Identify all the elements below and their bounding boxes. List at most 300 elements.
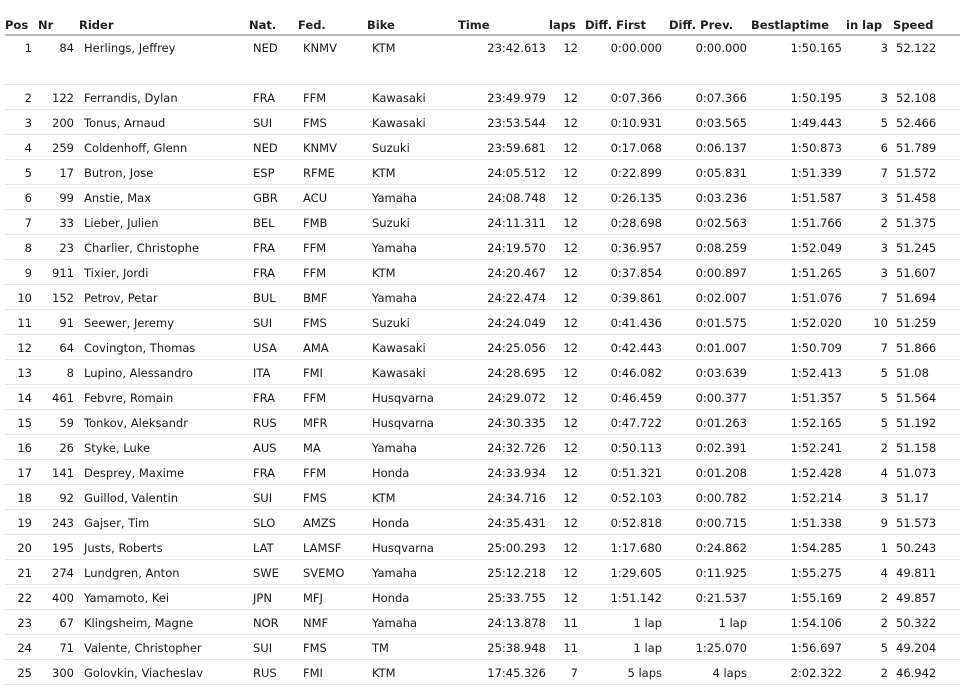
cell-diff-first: 0:41.436 <box>610 316 662 330</box>
table-row <box>0 410 965 435</box>
header-pos[interactable]: Pos <box>5 18 29 32</box>
table-row <box>0 85 965 110</box>
cell-speed: 52.122 <box>896 41 937 55</box>
cell-pos: 8 <box>24 241 32 255</box>
cell-fed: FMI <box>303 366 323 380</box>
cell-time: 23:53.544 <box>487 116 546 130</box>
cell-diff-prev: 0:24.862 <box>695 541 747 555</box>
cell-diff-prev: 0:00.000 <box>695 41 747 55</box>
cell-pos: 1 <box>24 41 32 55</box>
cell-rider: Lieber, Julien <box>84 216 159 230</box>
cell-diff-first: 0:36.957 <box>610 241 662 255</box>
cell-diff-first: 0:28.698 <box>610 216 662 230</box>
table-row <box>0 585 965 610</box>
table-row <box>0 235 965 260</box>
cell-diff-prev: 0:21.537 <box>695 591 747 605</box>
cell-diff-prev: 1 lap <box>718 616 747 630</box>
cell-laps: 12 <box>563 266 578 280</box>
cell-pos: 3 <box>24 116 32 130</box>
cell-best-lap: 1:56.697 <box>790 641 842 655</box>
cell-nat: NOR <box>253 616 279 630</box>
cell-pos: 11 <box>17 316 32 330</box>
cell-speed: 51.245 <box>896 241 937 255</box>
table-row <box>0 35 965 85</box>
header-time[interactable]: Time <box>458 18 490 32</box>
header-rider[interactable]: Rider <box>79 18 114 32</box>
cell-best-lap: 1:54.285 <box>790 541 842 555</box>
cell-nr: 71 <box>59 641 74 655</box>
cell-nat: SUI <box>253 116 273 130</box>
cell-nr: 461 <box>52 391 74 405</box>
cell-nat: FRA <box>253 241 276 255</box>
cell-speed: 51.073 <box>896 466 937 480</box>
cell-time: 24:13.878 <box>487 616 546 630</box>
cell-diff-first: 0:46.459 <box>610 391 662 405</box>
cell-rider: Tixier, Jordi <box>84 266 149 280</box>
cell-in-lap: 3 <box>880 41 888 55</box>
cell-diff-prev: 0:05.831 <box>695 166 747 180</box>
table-row <box>0 635 965 660</box>
table-header <box>0 0 965 34</box>
cell-nr: 243 <box>52 516 74 530</box>
cell-pos: 14 <box>17 391 32 405</box>
cell-nat: FRA <box>253 91 276 105</box>
cell-fed: FFM <box>303 241 327 255</box>
cell-in-lap: 5 <box>880 416 888 430</box>
cell-nat: RUS <box>253 416 277 430</box>
cell-in-lap: 5 <box>880 116 888 130</box>
header-fed[interactable]: Fed. <box>298 18 326 32</box>
cell-pos: 17 <box>17 466 32 480</box>
header-nr[interactable]: Nr <box>38 18 54 32</box>
cell-speed: 51.866 <box>896 341 937 355</box>
cell-time: 23:59.681 <box>487 141 546 155</box>
cell-fed: FFM <box>303 466 327 480</box>
cell-rider: Coldenhoff, Glenn <box>84 141 188 155</box>
cell-fed: NMF <box>303 616 329 630</box>
cell-in-lap: 3 <box>880 91 888 105</box>
cell-fed: FMS <box>303 491 327 505</box>
cell-speed: 51.458 <box>896 191 937 205</box>
cell-in-lap: 10 <box>873 316 888 330</box>
cell-nat: ITA <box>253 366 271 380</box>
cell-in-lap: 2 <box>880 441 888 455</box>
cell-best-lap: 1:51.265 <box>790 266 842 280</box>
cell-speed: 51.573 <box>896 516 937 530</box>
cell-pos: 5 <box>24 166 32 180</box>
cell-in-lap: 5 <box>880 391 888 405</box>
cell-diff-prev: 0:03.236 <box>695 191 747 205</box>
cell-nat: BUL <box>253 291 276 305</box>
cell-nat: BEL <box>253 216 275 230</box>
cell-diff-first: 0:26.135 <box>610 191 662 205</box>
cell-diff-first: 1:29.605 <box>610 566 662 580</box>
cell-laps: 12 <box>563 441 578 455</box>
cell-speed: 51.158 <box>896 441 937 455</box>
cell-rider: Yamamoto, Kei <box>84 591 170 605</box>
cell-bike: KTM <box>372 41 396 55</box>
cell-nr: 122 <box>52 91 74 105</box>
cell-diff-first: 0:10.931 <box>610 116 662 130</box>
cell-nat: LAT <box>253 541 274 555</box>
cell-diff-prev: 4 laps <box>712 666 747 680</box>
cell-laps: 12 <box>563 416 578 430</box>
cell-rider: Butron, Jose <box>84 166 154 180</box>
cell-bike: Kawasaki <box>372 366 426 380</box>
cell-rider: Klingsheim, Magne <box>84 616 194 630</box>
cell-speed: 51.694 <box>896 291 937 305</box>
table-row <box>0 310 965 335</box>
cell-speed: 51.375 <box>896 216 937 230</box>
cell-diff-first: 0:47.722 <box>610 416 662 430</box>
cell-bike: KTM <box>372 266 396 280</box>
cell-in-lap: 2 <box>880 591 888 605</box>
cell-rider: Golovkin, Viacheslav <box>84 666 204 680</box>
cell-rider: Anstie, Max <box>84 191 152 205</box>
cell-diff-first: 0:17.068 <box>610 141 662 155</box>
cell-time: 24:08.748 <box>487 191 546 205</box>
cell-diff-prev: 0:03.639 <box>695 366 747 380</box>
cell-diff-first: 0:00.000 <box>610 41 662 55</box>
cell-nat: GBR <box>253 191 278 205</box>
cell-in-lap: 3 <box>880 491 888 505</box>
cell-speed: 50.322 <box>896 616 937 630</box>
cell-nr: 8 <box>66 366 74 380</box>
cell-pos: 2 <box>24 91 32 105</box>
cell-in-lap: 2 <box>880 216 888 230</box>
cell-nr: 274 <box>52 566 74 580</box>
header-laps[interactable]: laps <box>549 18 576 32</box>
cell-pos: 20 <box>17 541 32 555</box>
cell-fed: MFJ <box>303 591 323 605</box>
cell-diff-first: 1 lap <box>633 616 662 630</box>
cell-fed: LAMSF <box>303 541 342 555</box>
cell-pos: 4 <box>24 141 32 155</box>
cell-nr: 64 <box>59 341 74 355</box>
cell-nr: 200 <box>52 116 74 130</box>
cell-time: 24:29.072 <box>487 391 546 405</box>
cell-diff-first: 0:51.321 <box>610 466 662 480</box>
cell-nr: 26 <box>59 441 74 455</box>
cell-diff-prev: 0:01.263 <box>695 416 747 430</box>
cell-laps: 12 <box>563 241 578 255</box>
cell-rider: Herlings, Jeffrey <box>84 41 176 55</box>
cell-nat: SUI <box>253 491 273 505</box>
cell-speed: 52.108 <box>896 91 937 105</box>
cell-nat: NED <box>253 41 278 55</box>
cell-diff-first: 1 lap <box>633 641 662 655</box>
cell-nr: 33 <box>59 216 74 230</box>
cell-rider: Tonkov, Aleksandr <box>84 416 188 430</box>
cell-time: 24:30.335 <box>487 416 546 430</box>
cell-bike: Suzuki <box>372 141 410 155</box>
cell-nr: 911 <box>52 266 74 280</box>
cell-fed: MA <box>303 441 321 455</box>
header-diff-first[interactable]: Diff. First <box>585 18 646 32</box>
table-row <box>0 210 965 235</box>
cell-pos: 21 <box>17 566 32 580</box>
cell-pos: 13 <box>17 366 32 380</box>
cell-bike: Kawasaki <box>372 91 426 105</box>
cell-laps: 12 <box>563 566 578 580</box>
cell-best-lap: 1:54.106 <box>790 616 842 630</box>
cell-bike: KTM <box>372 666 396 680</box>
cell-bike: Yamaha <box>372 566 418 580</box>
cell-bike: Suzuki <box>372 316 410 330</box>
cell-nat: FRA <box>253 266 276 280</box>
cell-time: 24:28.695 <box>487 366 546 380</box>
cell-speed: 49.204 <box>896 641 937 655</box>
cell-in-lap: 5 <box>880 641 888 655</box>
cell-fed: KNMV <box>303 41 337 55</box>
cell-time: 24:24.049 <box>487 316 546 330</box>
table-row <box>0 260 965 285</box>
cell-diff-first: 0:52.103 <box>610 491 662 505</box>
cell-rider: Desprey, Maxime <box>84 466 185 480</box>
header-diff-prev[interactable]: Diff. Prev. <box>669 18 734 32</box>
cell-fed: FMS <box>303 116 327 130</box>
cell-nr: 195 <box>52 541 74 555</box>
cell-nat: NED <box>253 141 278 155</box>
table-row <box>0 285 965 310</box>
table-row <box>0 160 965 185</box>
cell-nat: SWE <box>253 566 279 580</box>
cell-speed: 51.564 <box>896 391 937 405</box>
table-row <box>0 110 965 135</box>
table-row <box>0 135 965 160</box>
cell-nat: FRA <box>253 466 276 480</box>
cell-rider: Covington, Thomas <box>84 341 196 355</box>
table-row <box>0 185 965 210</box>
cell-laps: 12 <box>563 91 578 105</box>
table-row <box>0 560 965 585</box>
cell-time: 23:49.979 <box>487 91 546 105</box>
cell-fed: FFM <box>303 391 327 405</box>
cell-in-lap: 9 <box>880 516 888 530</box>
cell-diff-first: 1:17.680 <box>610 541 662 555</box>
cell-fed: FFM <box>303 266 327 280</box>
cell-laps: 12 <box>563 41 578 55</box>
cell-bike: Honda <box>372 591 410 605</box>
cell-diff-first: 0:22.899 <box>610 166 662 180</box>
cell-time: 24:19.570 <box>487 241 546 255</box>
cell-laps: 12 <box>563 116 578 130</box>
cell-best-lap: 1:52.428 <box>790 466 842 480</box>
cell-rider: Styke, Luke <box>84 441 151 455</box>
cell-rider: Justs, Roberts <box>84 541 163 555</box>
cell-nr: 300 <box>52 666 74 680</box>
cell-in-lap: 4 <box>880 566 888 580</box>
table-row <box>0 610 965 635</box>
cell-time: 17:45.326 <box>487 666 546 680</box>
cell-time: 24:33.934 <box>487 466 546 480</box>
cell-speed: 50.243 <box>896 541 937 555</box>
cell-speed: 51.607 <box>896 266 937 280</box>
cell-nr: 67 <box>59 616 74 630</box>
cell-nr: 259 <box>52 141 74 155</box>
cell-pos: 16 <box>17 441 32 455</box>
cell-bike: Yamaha <box>372 241 418 255</box>
cell-diff-first: 0:52.818 <box>610 516 662 530</box>
cell-bike: Yamaha <box>372 441 418 455</box>
cell-pos: 12 <box>17 341 32 355</box>
cell-diff-prev: 0:07.366 <box>695 91 747 105</box>
table-row <box>0 535 965 560</box>
cell-diff-prev: 0:02.563 <box>695 216 747 230</box>
cell-laps: 12 <box>563 166 578 180</box>
cell-diff-first: 0:46.082 <box>610 366 662 380</box>
cell-laps: 12 <box>563 366 578 380</box>
cell-rider: Febvre, Romain <box>84 391 174 405</box>
cell-time: 24:20.467 <box>487 266 546 280</box>
cell-fed: AMA <box>303 341 329 355</box>
cell-rider: Lundgren, Anton <box>84 566 180 580</box>
cell-nr: 141 <box>52 466 74 480</box>
cell-in-lap: 3 <box>880 266 888 280</box>
cell-laps: 11 <box>563 616 578 630</box>
cell-laps: 12 <box>563 391 578 405</box>
cell-time: 24:05.512 <box>487 166 546 180</box>
cell-in-lap: 3 <box>880 191 888 205</box>
cell-best-lap: 1:52.165 <box>790 416 842 430</box>
cell-rider: Lupino, Alessandro <box>84 366 193 380</box>
cell-bike: KTM <box>372 166 396 180</box>
cell-bike: Yamaha <box>372 191 418 205</box>
cell-pos: 19 <box>17 516 32 530</box>
cell-diff-first: 0:42.443 <box>610 341 662 355</box>
cell-laps: 12 <box>563 591 578 605</box>
cell-speed: 52.466 <box>896 116 937 130</box>
cell-diff-prev: 0:03.565 <box>695 116 747 130</box>
cell-rider: Guillod, Valentin <box>84 491 179 505</box>
cell-time: 24:11.311 <box>487 216 546 230</box>
cell-nat: FRA <box>253 391 276 405</box>
cell-fed: FMS <box>303 316 327 330</box>
cell-best-lap: 1:51.587 <box>790 191 842 205</box>
cell-best-lap: 1:50.165 <box>790 41 842 55</box>
cell-rider: Tonus, Arnaud <box>84 116 166 130</box>
header-nat[interactable]: Nat. <box>249 18 277 32</box>
table-row <box>0 435 965 460</box>
cell-pos: 24 <box>17 641 32 655</box>
cell-laps: 12 <box>563 491 578 505</box>
cell-speed: 51.259 <box>896 316 937 330</box>
row-divider <box>5 684 960 685</box>
cell-speed: 51.08 <box>896 366 929 380</box>
cell-fed: MFR <box>303 416 328 430</box>
cell-laps: 12 <box>563 141 578 155</box>
cell-nr: 59 <box>59 416 74 430</box>
cell-time: 23:42.613 <box>487 41 546 55</box>
cell-best-lap: 1:55.169 <box>790 591 842 605</box>
cell-fed: BMF <box>303 291 328 305</box>
cell-bike: Honda <box>372 466 410 480</box>
cell-fed: KNMV <box>303 141 337 155</box>
cell-best-lap: 1:55.275 <box>790 566 842 580</box>
cell-in-lap: 7 <box>880 166 888 180</box>
cell-nat: SUI <box>253 316 273 330</box>
cell-best-lap: 1:50.195 <box>790 91 842 105</box>
cell-diff-prev: 0:11.925 <box>695 566 747 580</box>
cell-best-lap: 1:52.020 <box>790 316 842 330</box>
cell-diff-prev: 0:02.391 <box>695 441 747 455</box>
cell-nr: 99 <box>59 191 74 205</box>
cell-nat: RUS <box>253 666 277 680</box>
cell-best-lap: 1:51.076 <box>790 291 842 305</box>
table-row <box>0 660 965 685</box>
cell-laps: 12 <box>563 216 578 230</box>
cell-bike: Husqvarna <box>372 416 434 430</box>
cell-diff-prev: 0:08.259 <box>695 241 747 255</box>
cell-nat: SLO <box>253 516 276 530</box>
cell-bike: Suzuki <box>372 216 410 230</box>
cell-diff-first: 0:39.861 <box>610 291 662 305</box>
cell-time: 25:38.948 <box>487 641 546 655</box>
cell-rider: Seewer, Jeremy <box>84 316 174 330</box>
header-in-lap[interactable]: in lap <box>846 18 883 32</box>
cell-bike: KTM <box>372 491 396 505</box>
cell-best-lap: 1:52.241 <box>790 441 842 455</box>
cell-bike: Kawasaki <box>372 116 426 130</box>
cell-diff-prev: 0:06.137 <box>695 141 747 155</box>
cell-speed: 46.942 <box>896 666 937 680</box>
header-speed[interactable]: Speed <box>893 18 934 32</box>
cell-best-lap: 1:52.049 <box>790 241 842 255</box>
cell-fed: AMZS <box>303 516 336 530</box>
table-row <box>0 335 965 360</box>
cell-in-lap: 7 <box>880 341 888 355</box>
cell-in-lap: 6 <box>880 141 888 155</box>
cell-laps: 12 <box>563 541 578 555</box>
header-bike[interactable]: Bike <box>367 18 395 32</box>
cell-best-lap: 1:50.709 <box>790 341 842 355</box>
cell-in-lap: 2 <box>880 666 888 680</box>
cell-in-lap: 4 <box>880 466 888 480</box>
cell-pos: 22 <box>17 591 32 605</box>
cell-best-lap: 2:02.322 <box>790 666 842 680</box>
cell-diff-prev: 0:02.007 <box>695 291 747 305</box>
cell-laps: 12 <box>563 291 578 305</box>
cell-bike: Yamaha <box>372 291 418 305</box>
table-row <box>0 510 965 535</box>
cell-diff-first: 1:51.142 <box>610 591 662 605</box>
cell-nr: 84 <box>59 41 74 55</box>
table-row <box>0 485 965 510</box>
cell-rider: Petrov, Petar <box>84 291 158 305</box>
cell-pos: 23 <box>17 616 32 630</box>
header-best-lap[interactable]: Bestlaptime <box>751 18 830 32</box>
cell-time: 24:34.716 <box>487 491 546 505</box>
cell-speed: 49.811 <box>896 566 937 580</box>
cell-pos: 18 <box>17 491 32 505</box>
cell-fed: FMB <box>303 216 328 230</box>
cell-nat: SUI <box>253 641 273 655</box>
cell-laps: 11 <box>563 641 578 655</box>
cell-nat: JPN <box>253 591 272 605</box>
cell-time: 25:00.293 <box>487 541 546 555</box>
cell-diff-prev: 1:25.070 <box>695 641 747 655</box>
cell-bike: TM <box>372 641 389 655</box>
cell-nr: 17 <box>59 166 74 180</box>
cell-diff-first: 0:50.113 <box>610 441 662 455</box>
cell-nat: USA <box>253 341 277 355</box>
cell-rider: Valente, Christopher <box>84 641 202 655</box>
table-row <box>0 360 965 385</box>
cell-laps: 12 <box>563 341 578 355</box>
cell-speed: 51.789 <box>896 141 937 155</box>
cell-speed: 51.192 <box>896 416 937 430</box>
cell-nr: 23 <box>59 241 74 255</box>
